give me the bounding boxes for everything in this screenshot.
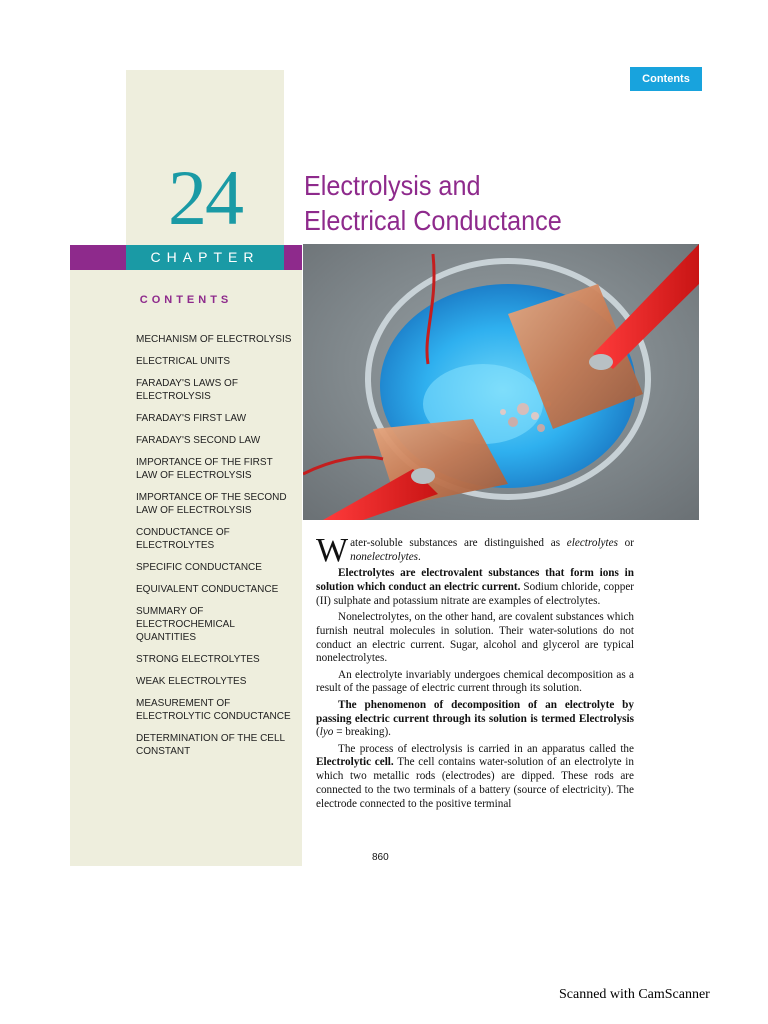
body-text [316, 532, 635, 814]
paragraph: Nonelectrolytes, on the other hand, are covalent substances which furnish neutral molecules in solution. Their water-solutions do not conduct an electric current. Sugar, alcohol and glycerol are typical nonelectrolytes. [316, 610, 634, 665]
chapter-number: 24 [168, 154, 242, 241]
page-number: 860 [372, 852, 389, 863]
chapter-bar-accent-right [284, 245, 302, 270]
paragraph: An electrolyte invariably undergoes chemical decomposition as a result of the passage of electric current through its solution. [316, 668, 634, 695]
contents-button[interactable]: Contents [630, 67, 702, 91]
toc-item[interactable]: FARADAY'S FIRST LAW [136, 413, 247, 424]
paragraph: Electrolytes are electrovalent substances that form ions in solution which conduct an electric current. Sodium chloride, copper (II) sulphate and potassium nitrate are examples of electrolytes. [316, 567, 635, 607]
toc-item[interactable]: IMPORTANCE OF THE FIRST LAW OF ELECTROLYSIS [136, 457, 273, 481]
paragraph: Water-soluble substances are distinguished as electrolytes or nonelectrolytes. [316, 532, 634, 569]
paragraph: The process of electrolysis is carried in an apparatus called the Electrolytic cell. The cell contains water-solution of an electrolyte in which two metallic rods (electrodes) are dipped. These rods are connected to the two terminals of a battery (source of electricity). The electrode connected to the positive terminal [316, 742, 634, 810]
toc-item[interactable]: ELECTRICAL UNITS [136, 356, 231, 367]
scan-watermark: Scanned with CamScanner [559, 987, 710, 1002]
toc-item[interactable]: WEAK ELECTROLYTES [136, 676, 247, 687]
paragraph: The phenomenon of decomposition of an electrolyte by passing electric current through its solution is termed Electrolysis (lyo = breaking). [316, 698, 634, 739]
chapter-title-line2: Electrical Conductance [304, 205, 562, 236]
contents-heading: CONTENTS [139, 294, 233, 306]
chapter-title [304, 168, 682, 238]
toc-item[interactable]: STRONG ELECTROLYTES [136, 654, 260, 665]
toc-item[interactable]: MEASUREMENT OF ELECTROLYTIC CONDUCTANCE [136, 698, 291, 722]
chapter-title-line1: Electrolysis and [304, 170, 481, 201]
toc-item[interactable]: DETERMINATION OF THE CELL CONSTANT [136, 733, 285, 757]
toc-item[interactable]: CONDUCTANCE OF ELECTROLYTES [136, 527, 230, 551]
toc-item[interactable]: EQUIVALENT CONDUCTANCE [136, 584, 279, 595]
table-of-contents [136, 333, 296, 767]
toc-item[interactable]: MECHANISM OF ELECTROLYSIS [136, 334, 292, 345]
drop-cap: W [316, 532, 349, 569]
chapter-bar-accent-left [70, 245, 126, 270]
toc-item[interactable]: IMPORTANCE OF THE SECOND LAW OF ELECTROLYSIS [136, 492, 287, 516]
chapter-label: CHAPTER [126, 245, 284, 270]
toc-item[interactable]: FARADAY'S SECOND LAW [136, 435, 261, 446]
toc-item[interactable]: SPECIFIC CONDUCTANCE [136, 562, 262, 573]
electrolysis-photo [303, 244, 699, 520]
toc-item[interactable]: SUMMARY OF ELECTROCHEMICAL QUANTITIES [136, 606, 235, 643]
toc-item[interactable]: FARADAY'S LAWS OF ELECTROLYSIS [136, 378, 238, 402]
